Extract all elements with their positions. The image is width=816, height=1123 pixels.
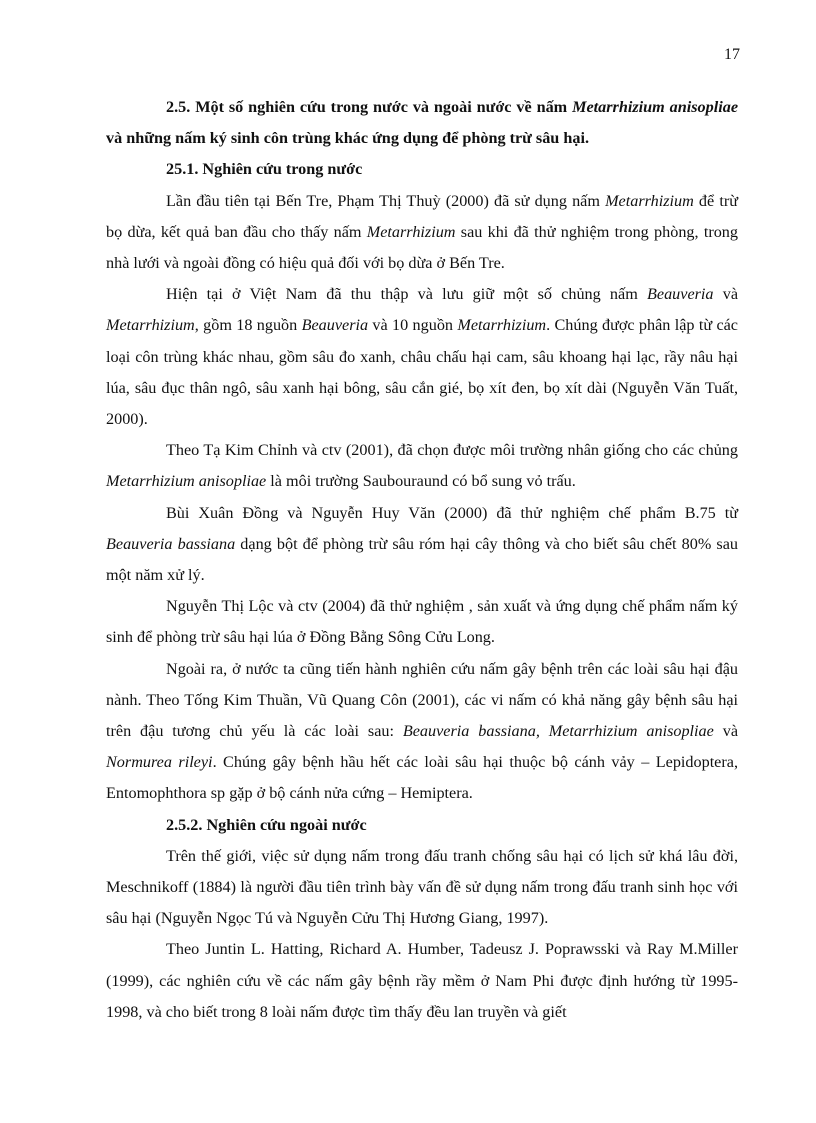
subsection-title-domestic: 25.1. Nghiên cứu trong nước — [166, 160, 363, 179]
paragraph: Trên thế giới, việc sử dụng nấm trong đấu tranh chống sâu hại có lịch sử khá lâu đời, Meschnikoff (1884) là người đầu tiên trình bày vấn đề sử dụng nấm trong đấu tranh sinh học với sâu hại (Nguyễn Ngọc Tú và Nguyễn Cửu Thị Hương Giang, 1997). — [106, 846, 738, 928]
paragraph: Ngoài ra, ở nước ta cũng tiến hành nghiên cứu nấm gây bệnh trên các loài sâu hại đậu nành. Theo Tống Kim Thuần, Vũ Quang Côn (2001), các vi nấm có khả năng gây bệnh sâu hại trên đậu tương chủ yếu là các loài sau: Beauveria bassiana, Metarrhizium anisopliae và Normurea rileyi. Chúng gây bệnh hầu hết các loài sâu hại thuộc bộ cánh vảy – Lepidoptera, Entomophthora sp gặp ở bộ cánh nửa cứng – Hemiptera. — [106, 659, 739, 803]
paragraph: Lần đầu tiên tại Bến Tre, Phạm Thị Thuỳ (2000) đã sử dụng nấm Metarrhizium để trừ bọ dừa, kết quả ban đầu cho thấy nấm Metarrhizium sau khi đã thử nghiệm trong phòng, trong nhà lưới và ngoài đồng có hiệu quả đối với bọ dừa ở Bến Tre. — [106, 191, 738, 273]
paragraph: Theo Tạ Kim Chỉnh và ctv (2001), đã chọn được môi trường nhân giống cho các chủng Metarrhizium anisopliae là môi trường Saubouraund có bổ sung vỏ trấu. — [106, 441, 738, 491]
paragraph: Bùi Xuân Đồng và Nguyễn Huy Văn (2000) đã thử nghiệm chế phẩm B.75 từ Beauveria bassiana dạng bột để phòng trừ sâu róm hại cây thông và cho biết sâu chết 80% sau một năm xử lý. — [106, 503, 738, 585]
page-number: 17 — [724, 46, 740, 63]
subsection-title-foreign: 2.5.2. Nghiên cứu ngoài nước — [166, 815, 367, 834]
paragraph: Hiện tại ở Việt Nam đã thu thập và lưu giữ một số chủng nấm Beauveria và Metarrhizium, gồm 18 nguồn Beauveria và 10 nguồn Metarrhizium. Chúng được phân lập từ các loại côn trùng khác nhau, gồm sâu đo xanh, châu chấu hại cam, sâu khoang hại lạc, rầy nâu hại lúa, sâu đục thân ngô, sâu xanh hại bông, sâu cắn gié, bọ xít đen, bọ xít dài (Nguyễn Văn Tuất, 2000). — [106, 285, 739, 429]
paragraph: Nguyễn Thị Lộc và ctv (2004) đã thử nghiệm , sản xuất và ứng dụng chế phẩm nấm ký sinh để phòng trừ sâu hại lúa ở Đồng Bằng Sông Cửu Long. — [106, 597, 738, 647]
paragraph: Theo Juntin L. Hatting, Richard A. Humber, Tadeusz J. Poprawsski và Ray M.Miller (1999), các nghiên cứu về các nấm gây bệnh rầy mềm ở Nam Phi được định hướng từ 1995-1998, và cho biết trong 8 loài nấm được tìm thấy đều lan truyền và giết — [106, 940, 738, 1021]
section-heading: 2.5. Một số nghiên cứu trong nước và ngoài nước về nấm Metarrhizium anisopliae và những nấm ký sinh côn trùng khác ứng dụng để phòng trừ sâu hại. — [106, 98, 739, 148]
document-body — [106, 92, 738, 1028]
